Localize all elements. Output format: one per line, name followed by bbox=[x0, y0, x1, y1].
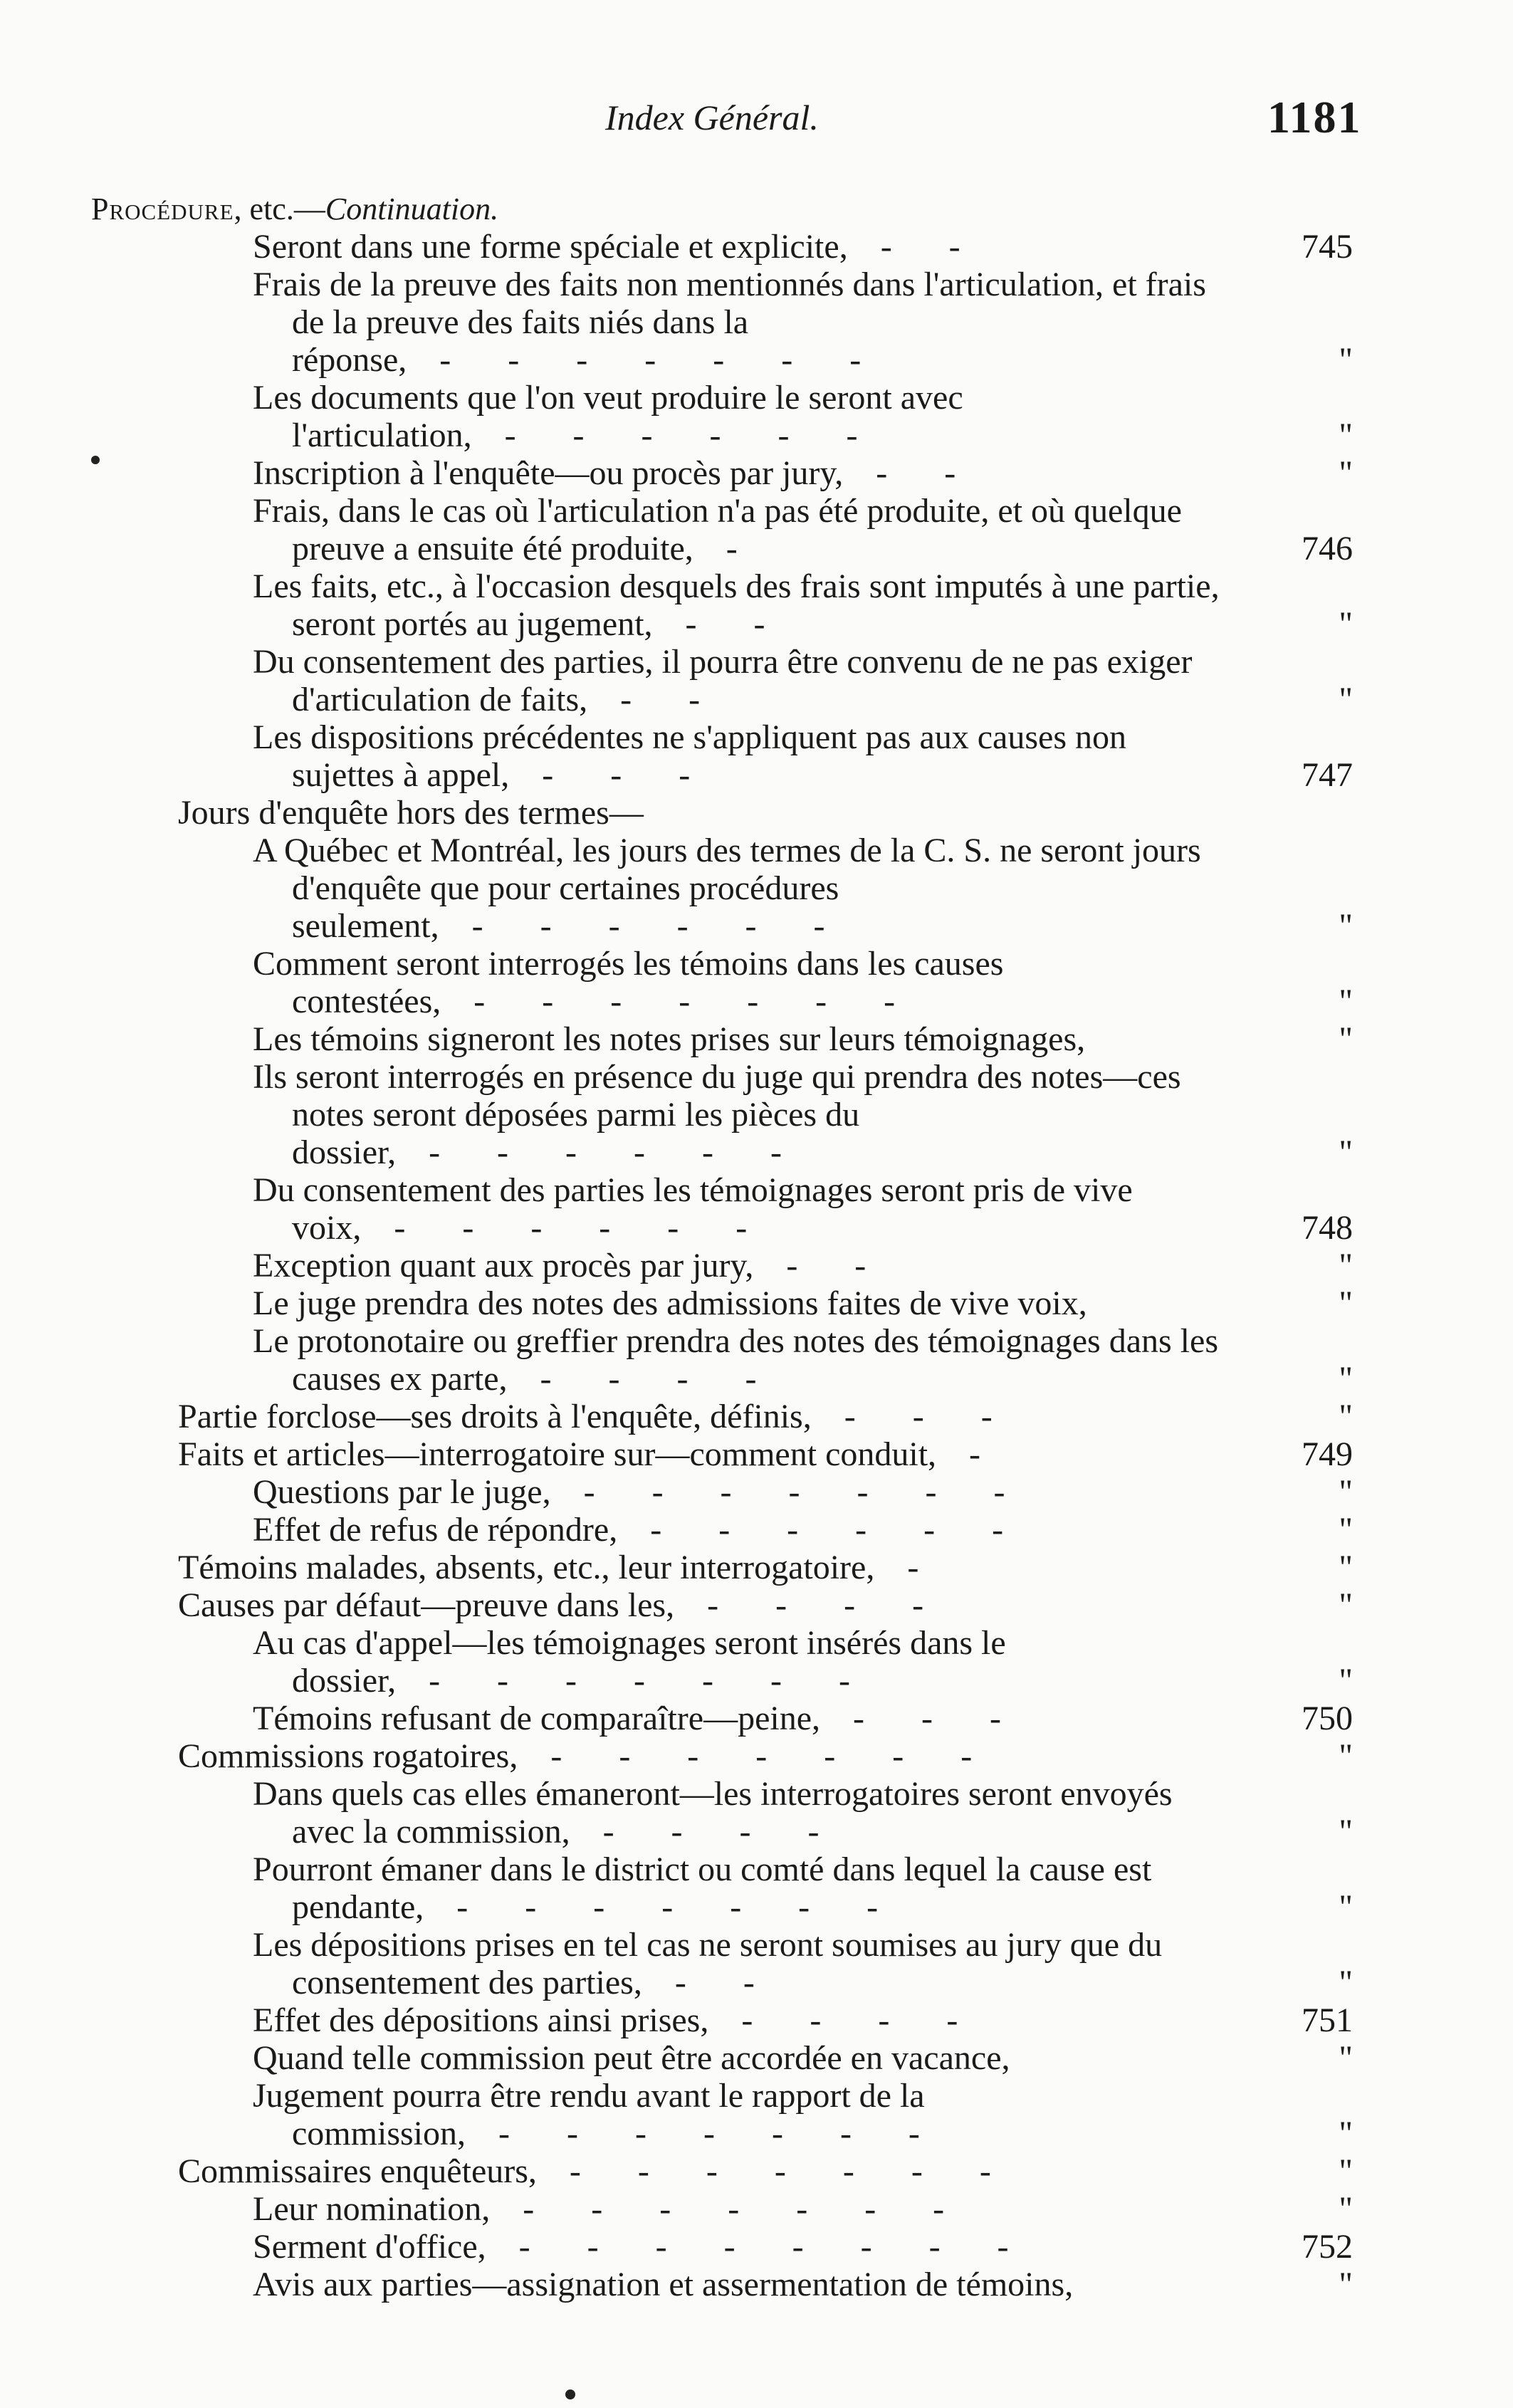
entry-text: Quand telle commission peut être accordée en vacance, bbox=[253, 2039, 1010, 2077]
entry-page-ref: " bbox=[1339, 2039, 1353, 2077]
dot-leader: - - - - - - - bbox=[441, 983, 920, 1020]
dot-leader: - - - - - - - bbox=[550, 1473, 1030, 1511]
entry-page-ref: " bbox=[1339, 1398, 1353, 1435]
index-entry bbox=[178, 1586, 1353, 1624]
index-entry bbox=[253, 2228, 1353, 2266]
index-entry bbox=[178, 1435, 1353, 1473]
entry-page-ref: " bbox=[1339, 1964, 1353, 2001]
entry-text: Témoins refusant de comparaître—peine, - - - bbox=[253, 1700, 1025, 1737]
entry-page-ref: " bbox=[1339, 1360, 1353, 1398]
dot-leader: - - - - - - - bbox=[490, 2190, 969, 2228]
entry-text: Dans quels cas elles émaneront—les interrogatoires seront envoyés avec la commission, - - - - bbox=[253, 1775, 1173, 1851]
continuation-label: Continuation. bbox=[325, 192, 499, 226]
index-entry bbox=[253, 379, 1353, 454]
entry-page-ref: " bbox=[1339, 1134, 1353, 1171]
entry-page-ref: 752 bbox=[1302, 2228, 1353, 2266]
index-entry bbox=[253, 832, 1353, 945]
entry-page-ref: " bbox=[1339, 454, 1353, 492]
entry-page-ref: " bbox=[1339, 417, 1353, 454]
entry-page-ref: " bbox=[1339, 1511, 1353, 1549]
running-title: Index Général. bbox=[605, 98, 819, 137]
entry-text: Du consentement des parties les témoignages seront pris de vive voix, - - - - - - bbox=[253, 1171, 1133, 1247]
entry-text: Avis aux parties—assignation et assermentation de témoins, bbox=[253, 2266, 1074, 2303]
entry-text: Questions par le juge, - - - - - - - bbox=[253, 1473, 1030, 1511]
entry-text: Le protonotaire ou greffier prendra des notes des témoignages dans les causes ex parte, - - - - bbox=[253, 1322, 1218, 1398]
entry-text: Pourront émaner dans le district ou comté dans lequel la cause est pendante, - - - - - - - bbox=[253, 1851, 1152, 1926]
entry-page-ref: " bbox=[1339, 1284, 1353, 1322]
index-entry bbox=[253, 945, 1353, 1020]
index-entry bbox=[253, 2039, 1353, 2077]
dot-leader: - - - - - - - bbox=[396, 1662, 874, 1700]
entry-text: Les dispositions précédentes ne s'appliquent pas aux causes non sujettes à appel, - - - bbox=[253, 718, 1127, 794]
index-entry bbox=[253, 2001, 1353, 2039]
index-entry bbox=[253, 1247, 1353, 1284]
index-entry bbox=[253, 1171, 1353, 1247]
section-heading bbox=[91, 191, 498, 227]
index-entry bbox=[253, 2190, 1353, 2228]
entry-page-ref: " bbox=[1339, 1247, 1353, 1284]
entry-text: Exception quant aux procès par jury, - - bbox=[253, 1247, 891, 1284]
dot-leader: - - - - bbox=[674, 1586, 948, 1624]
index-entry bbox=[253, 1926, 1353, 2001]
margin-speck bbox=[91, 456, 100, 464]
index-entry bbox=[253, 2266, 1353, 2303]
dot-leader: - - - - - - - bbox=[407, 341, 886, 379]
entry-page-ref: 748 bbox=[1302, 1209, 1353, 1247]
entry-page-ref: 747 bbox=[1302, 756, 1353, 794]
dot-leader: - - - bbox=[820, 1700, 1025, 1737]
dot-leader: - bbox=[693, 530, 762, 567]
index-entry bbox=[253, 228, 1353, 266]
index-entry bbox=[178, 1549, 1353, 1586]
entry-text: Serment d'office, - - - - - - - - bbox=[253, 2228, 1033, 2266]
index-entry bbox=[253, 1511, 1353, 1549]
index-entry bbox=[253, 1473, 1353, 1511]
index-entry bbox=[253, 718, 1353, 794]
entry-page-ref: " bbox=[1339, 605, 1353, 643]
entry-text: Effet de refus de répondre, - - - - - - bbox=[253, 1511, 1028, 1549]
entry-text: Jugement pourra être rendu avant le rapport de la commission, - - - - - - - bbox=[253, 2077, 944, 2152]
index-entry bbox=[253, 1322, 1353, 1398]
entry-text: Du consentement des parties, il pourra être convenu de ne pas exiger d'articulation de faits, - - bbox=[253, 643, 1193, 718]
section-title-rest: , etc.— bbox=[234, 192, 325, 226]
bottom-speck bbox=[565, 2389, 575, 2399]
index-entry bbox=[253, 2077, 1353, 2152]
index-entry bbox=[253, 454, 1353, 492]
index-entries bbox=[0, 228, 1353, 2303]
entry-page-ref: " bbox=[1339, 1813, 1353, 1851]
dot-leader: - - - - bbox=[570, 1813, 844, 1851]
index-entry bbox=[178, 1398, 1353, 1435]
entry-text: Seront dans une forme spéciale et explicite, - - bbox=[253, 228, 985, 266]
index-entry bbox=[253, 1624, 1353, 1700]
dot-leader: - - bbox=[847, 228, 985, 266]
dot-leader: - - - - - - - bbox=[466, 2115, 944, 2152]
entry-page-ref: " bbox=[1339, 1549, 1353, 1586]
entry-text: Les documents que l'on veut produire le seront avec l'articulation, - - - - - - bbox=[253, 379, 963, 454]
entry-text: Les témoins signeront les notes prises sur leurs témoignages, bbox=[253, 1020, 1086, 1058]
entry-text: Frais, dans le cas où l'articulation n'a pas été produite, et où quelque preuve a ensuite été produite, - bbox=[253, 492, 1182, 567]
dot-leader: - - - - - - - bbox=[536, 2152, 1015, 2190]
dot-leader: - - bbox=[753, 1247, 891, 1284]
section-title: Procédure bbox=[91, 192, 234, 226]
index-entry bbox=[253, 1851, 1353, 1926]
dot-leader: - - - - - - bbox=[361, 1209, 772, 1247]
entry-page-ref: " bbox=[1339, 681, 1353, 718]
entry-text: Partie forclose—ses droits à l'enquête, définis, - - - bbox=[178, 1398, 1017, 1435]
entry-text: Frais de la preuve des faits non mentionnés dans l'articulation, et frais de la preuve des faits niés dans la réponse, - - - - - - - bbox=[253, 266, 1206, 379]
index-entry bbox=[253, 1058, 1353, 1171]
dot-leader: - - bbox=[843, 454, 980, 492]
dot-leader: - bbox=[874, 1549, 943, 1586]
dot-leader: - - - - - - - bbox=[424, 1888, 903, 1926]
entry-text: A Québec et Montréal, les jours des termes de la C. S. ne seront jours d'enquête que pour certaines procédures seulement, - - - - - - bbox=[253, 832, 1201, 945]
dot-leader: - - - bbox=[509, 756, 715, 794]
index-entry bbox=[253, 1020, 1353, 1058]
index-entry bbox=[253, 1700, 1353, 1737]
dot-leader: - - - - - - - - bbox=[486, 2228, 1033, 2266]
running-head bbox=[0, 91, 1513, 148]
entry-text: Leur nomination, - - - - - - - bbox=[253, 2190, 969, 2228]
entry-text: Le juge prendra des notes des admissions faites de vive voix, bbox=[253, 1284, 1087, 1322]
dot-leader: - - - - - - bbox=[617, 1511, 1028, 1549]
index-entry bbox=[253, 1284, 1353, 1322]
entry-page-ref: " bbox=[1339, 341, 1353, 379]
dot-leader: - - - - bbox=[708, 2001, 983, 2039]
entry-text: Au cas d'appel—les témoignages seront insérés dans le dossier, - - - - - - - bbox=[253, 1624, 1006, 1700]
index-entry bbox=[253, 567, 1353, 643]
entry-page-ref: " bbox=[1339, 2115, 1353, 2152]
entry-text: Commissaires enquêteurs, - - - - - - - bbox=[178, 2152, 1015, 2190]
entry-page-ref: " bbox=[1339, 2266, 1353, 2303]
entry-text: Ils seront interrogés en présence du juge qui prendra des notes—ces notes seront déposées parmi les pièces du dossier, - - - - - - bbox=[253, 1058, 1181, 1171]
entry-text: Faits et articles—interrogatoire sur—comment conduit, - bbox=[178, 1435, 1005, 1473]
entry-page-ref: 750 bbox=[1302, 1700, 1353, 1737]
page-number: 1181 bbox=[1267, 92, 1362, 142]
entry-page-ref: 745 bbox=[1302, 228, 1353, 266]
index-entry bbox=[253, 492, 1353, 567]
index-entry bbox=[253, 266, 1353, 379]
dot-leader: - - - - - - bbox=[439, 907, 849, 945]
index-entry bbox=[253, 1775, 1353, 1851]
entry-text: Témoins malades, absents, etc., leur interrogatoire, - bbox=[178, 1549, 943, 1586]
entry-page-ref: " bbox=[1339, 1020, 1353, 1058]
dot-leader: - - bbox=[652, 605, 790, 643]
entry-page-ref: " bbox=[1339, 2152, 1353, 2190]
index-entry bbox=[253, 643, 1353, 718]
dot-leader: - - - bbox=[811, 1398, 1017, 1435]
entry-text: Les dépositions prises en tel cas ne seront soumises au jury que du consentement des parties, - - bbox=[253, 1926, 1163, 2001]
entry-text: Comment seront interrogés les témoins dans les causes contestées, - - - - - - - bbox=[253, 945, 1004, 1020]
entry-page-ref: " bbox=[1339, 1586, 1353, 1624]
entry-page-ref: " bbox=[1339, 1737, 1353, 1775]
entry-text: Causes par défaut—preuve dans les, - - - - bbox=[178, 1586, 948, 1624]
index-entry bbox=[178, 2152, 1353, 2190]
entry-text: Les faits, etc., à l'occasion desquels des frais sont imputés à une partie, seront portés au jugement, - - bbox=[253, 567, 1220, 643]
entry-page-ref: " bbox=[1339, 1888, 1353, 1926]
index-entry bbox=[178, 794, 1353, 832]
entry-page-ref: " bbox=[1339, 983, 1353, 1020]
entry-page-ref: " bbox=[1339, 2190, 1353, 2228]
dot-leader: - - - - - - bbox=[396, 1134, 806, 1171]
index-entry bbox=[178, 1737, 1353, 1775]
entry-text: Inscription à l'enquête—ou procès par jury, - - bbox=[253, 454, 980, 492]
entry-text: Commissions rogatoires, - - - - - - - bbox=[178, 1737, 997, 1775]
dot-leader: - - - - bbox=[507, 1360, 781, 1398]
entry-page-ref: " bbox=[1339, 907, 1353, 945]
entry-text: Effet des dépositions ainsi prises, - - - - bbox=[253, 2001, 983, 2039]
dot-leader: - bbox=[936, 1435, 1005, 1473]
entry-page-ref: 751 bbox=[1302, 2001, 1353, 2039]
dot-leader: - - - - - - - bbox=[518, 1737, 997, 1775]
entry-text: Jours d'enquête hors des termes— bbox=[178, 794, 644, 832]
entry-page-ref: " bbox=[1339, 1662, 1353, 1700]
entry-page-ref: 749 bbox=[1302, 1435, 1353, 1473]
dot-leader: - - bbox=[642, 1964, 779, 2001]
dot-leader: - - bbox=[587, 681, 725, 718]
entry-page-ref: 746 bbox=[1302, 530, 1353, 567]
dot-leader: - - - - - - bbox=[471, 417, 882, 454]
entry-page-ref: " bbox=[1339, 1473, 1353, 1511]
